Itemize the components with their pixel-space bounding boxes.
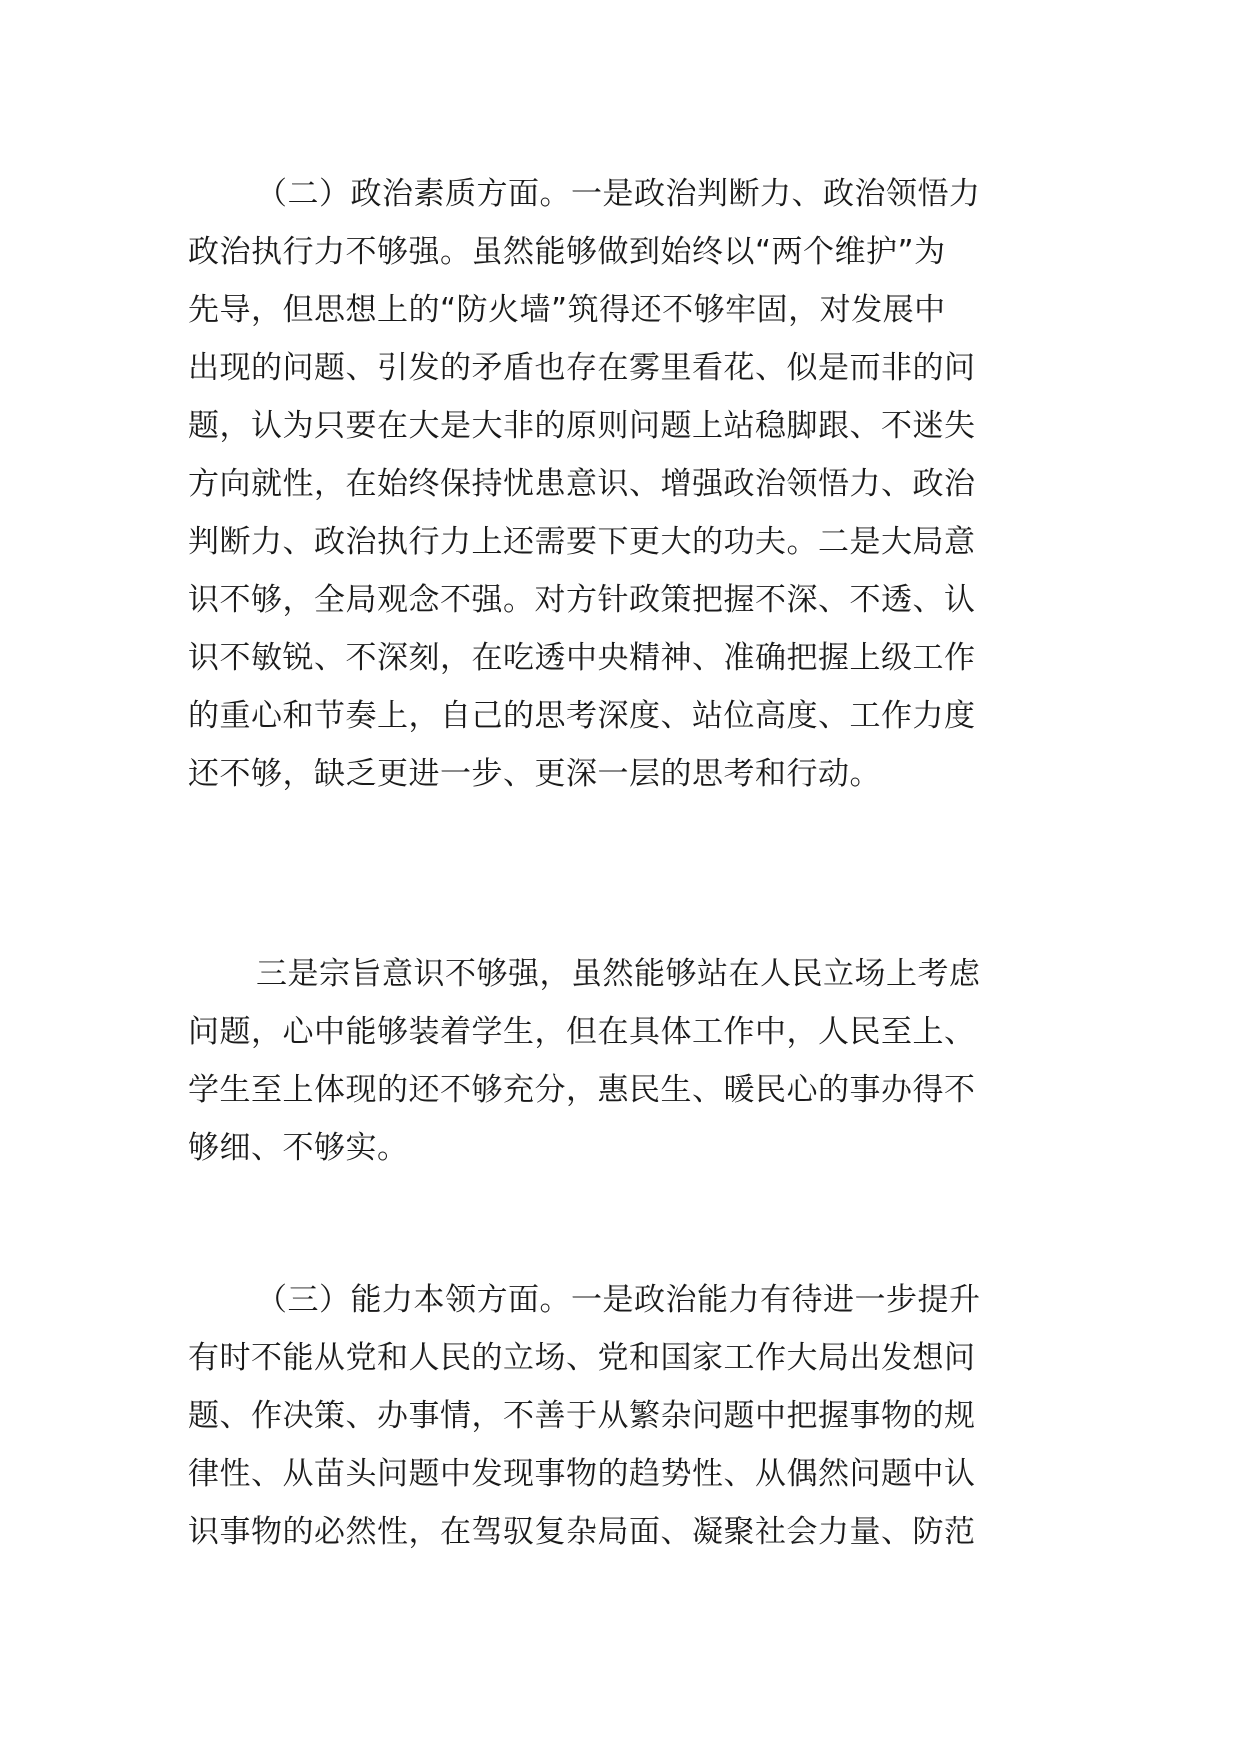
text-line: 先导，但思想上的“防火墙”筑得还不够牢固，对发展中 xyxy=(188,292,946,328)
text-line: 三是宗旨意识不够强，虽然能够站在人民立场上考虑 xyxy=(256,956,981,992)
text-line: 识不够，全局观念不强。对方针政策把握不深、不透、认 xyxy=(188,582,976,618)
text-line: 题，认为只要在大是大非的原则问题上站稳脚跟、不迷失 xyxy=(188,408,976,444)
text-line: 识事物的必然性，在驾驭复杂局面、凝聚社会力量、防范 xyxy=(188,1514,976,1550)
paragraph-purpose-awareness xyxy=(188,945,1058,1177)
text-line: 识不敏锐、不深刻，在吃透中央精神、准确把握上级工作 xyxy=(188,640,976,676)
text-line: 方向就性，在始终保持忧患意识、增强政治领悟力、政治 xyxy=(188,466,976,502)
text-line: 问题，心中能够装着学生，但在具体工作中，人民至上、 xyxy=(188,1014,976,1050)
paragraph-ability-skills xyxy=(188,1271,1058,1561)
text-line: 学生至上体现的还不够充分，惠民生、暖民心的事办得不 xyxy=(188,1072,976,1108)
text-line: 题、作决策、办事情，不善于从繁杂问题中把握事物的规 xyxy=(188,1398,976,1434)
text-line: 判断力、政治执行力上还需要下更大的功夫。二是大局意 xyxy=(188,524,976,560)
text-line: （三）能力本领方面。一是政治能力有待进一步提升 xyxy=(256,1282,981,1318)
text-line: 政治执行力不够强。虽然能够做到始终以“两个维护”为 xyxy=(188,234,946,270)
paragraph-political-quality xyxy=(188,165,1058,803)
text-line: 有时不能从党和人民的立场、党和国家工作大局出发想问 xyxy=(188,1340,976,1376)
text-line: 还不够，缺乏更进一步、更深一层的思考和行动。 xyxy=(188,756,881,792)
text-line: （二）政治素质方面。一是政治判断力、政治领悟力 xyxy=(256,176,981,212)
text-line: 律性、从苗头问题中发现事物的趋势性、从偶然问题中认 xyxy=(188,1456,976,1492)
text-line: 够细、不够实。 xyxy=(188,1130,409,1166)
text-line: 的重心和节奏上，自己的思考深度、站位高度、工作力度 xyxy=(188,698,976,734)
text-line: 出现的问题、引发的矛盾也存在雾里看花、似是而非的问 xyxy=(188,350,976,386)
